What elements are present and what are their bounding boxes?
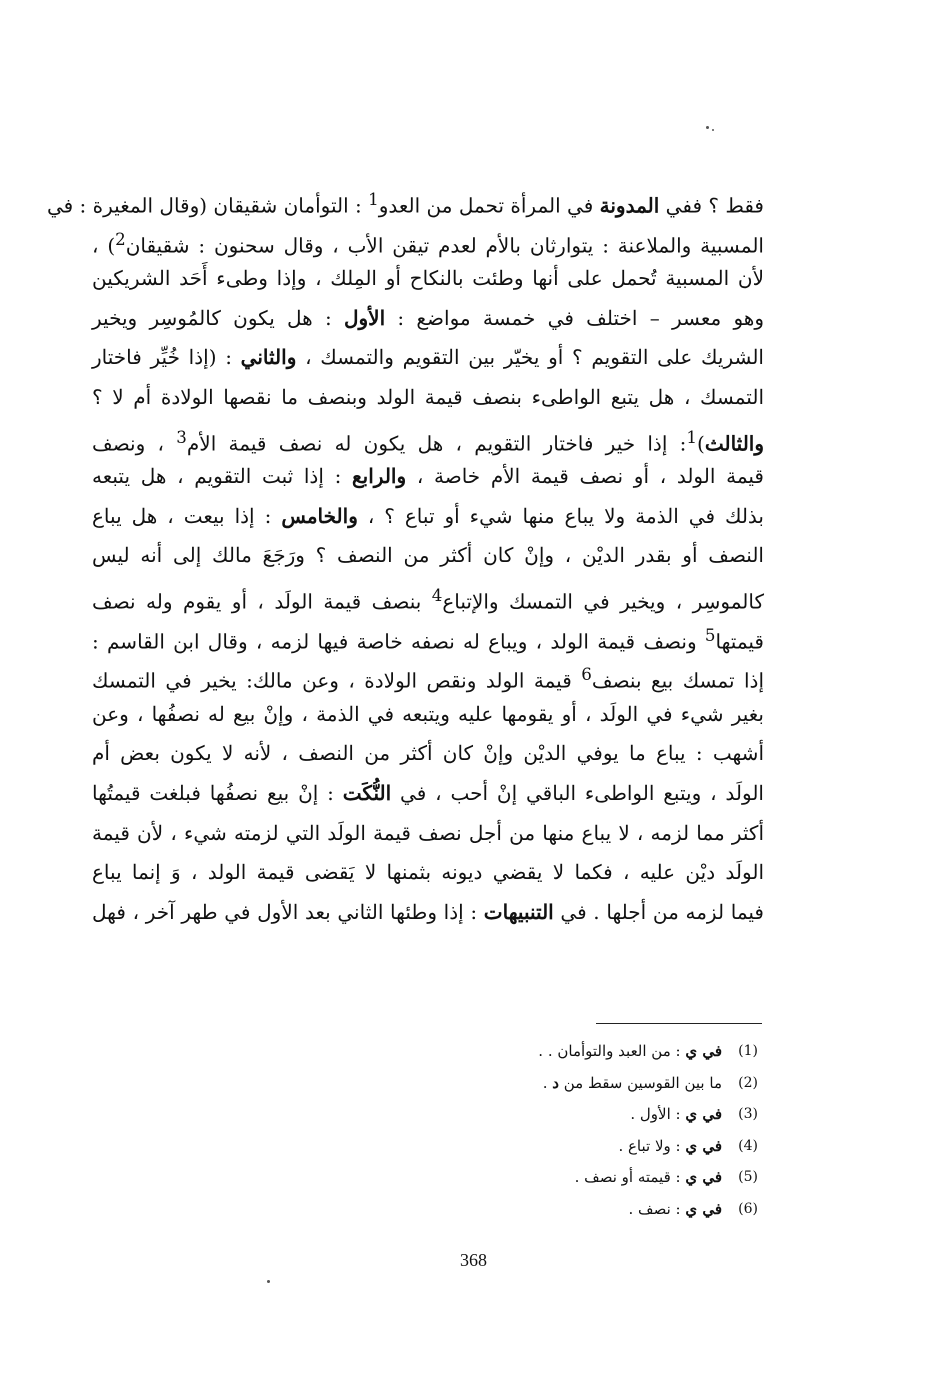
footnote-text: [360, 1194, 722, 1226]
text-line: [92, 695, 764, 735]
text-line: [92, 457, 764, 497]
text-run: ونصف قيمة الولد ، ويباع له نصفه خاصة فيها لزمه ، وقال ابن القاسم :: [92, 629, 705, 654]
text-run: فقط ؟ ففي: [659, 193, 764, 218]
main-text: [46, 180, 765, 932]
text-run: ، ونصف: [92, 431, 177, 456]
text-line: [92, 616, 764, 656]
text-run: الولَد ديْن عليه ، فكما لا يقضي ديونه بثمنها لا يَقضى قيمة الولد ، وَ إنما يباع: [92, 860, 764, 885]
footnotes: [360, 1036, 758, 1225]
footnote-number: (1): [738, 1043, 758, 1059]
bold-term: والثاني: [240, 345, 297, 370]
text-run: ما بين القوسين سقط من: [558, 1073, 722, 1092]
text-run: في المرأة تحمل من العدو: [378, 193, 600, 218]
text-run: كالموسِر ، ويخير في التمسك والإتباع: [442, 589, 764, 614]
text-run: : ولا تباع .: [618, 1136, 686, 1155]
footnote-ref: 4: [431, 585, 443, 605]
text-run: الشريك على التقويم ؟ أو يخيّر بين التقويم والتمسك ،: [296, 345, 764, 370]
footnote-text: [360, 1162, 722, 1194]
bold-term: د: [552, 1073, 559, 1092]
footnote: [360, 1131, 758, 1163]
text-run: وهو معسر – اختلف في خمسة مواضع :: [385, 305, 764, 330]
bold-term: المدونة: [599, 193, 660, 218]
bold-term: في ي: [685, 1168, 722, 1186]
text-run: لأن المسبية تُحمل على أنها وطئت بالنكاح أو المِلك ، وإذا وطىء أَحَد الشريكين: [92, 266, 764, 291]
bold-term: والثالث: [704, 431, 765, 456]
text-run: ) ،: [92, 233, 116, 258]
text-run: : نصف .: [628, 1199, 686, 1218]
scan-speck: [706, 126, 709, 129]
bold-term: والرابع: [352, 464, 407, 489]
footnote: [360, 1099, 758, 1131]
scan-speck: [267, 1280, 270, 1283]
footnote-ref: 1: [368, 190, 379, 209]
footnote-divider: [596, 1023, 762, 1024]
text-run: : إذا بيعت ، هل يباع: [92, 503, 282, 528]
text-run: أكثر مما لزمه ، لا يباع منها من أجل نصف قيمة الولَد التي لزمته شيء ، لأن قيمة: [92, 820, 764, 845]
bold-term: الأول: [343, 305, 386, 330]
footnote: [360, 1162, 758, 1194]
text-run: فيما لزمه من أجلها . في: [553, 899, 764, 924]
footnote-number: (3): [738, 1106, 758, 1122]
text-line: [92, 774, 764, 814]
text-run: : من العبد والتوأمان . .: [538, 1042, 686, 1060]
text-line: [92, 299, 764, 339]
text-run: ): [697, 431, 705, 456]
footnote-number: (6): [738, 1200, 758, 1217]
text-line: [92, 338, 764, 378]
text-run: بذلك في الذمة ولا يباع منها شيء أو تباع ؟ ،: [357, 503, 764, 528]
footnote-text: [360, 1068, 722, 1100]
footnote: [360, 1036, 758, 1068]
text-line: [92, 576, 764, 616]
text-run: قيمتها: [715, 629, 764, 654]
text-run: : الأول .: [630, 1105, 686, 1123]
page-number: 368: [460, 1250, 487, 1270]
text-line: [92, 378, 764, 418]
footnote: [360, 1068, 758, 1100]
footnote-number: (5): [738, 1169, 758, 1185]
text-run: بغير شيء في الولَد ، أو يقومها عليه ويتبعه في الذمة ، وإنْ بيع له نصفُها ، وعن: [92, 701, 764, 726]
text-run: النصف أو بقدر الديْن ، وإنْ كان أكثر من النصف ؟ ورَجَعَ مالك إلى أنه ليس: [92, 543, 764, 568]
footnote-ref: 3: [176, 427, 187, 447]
footnote-ref: 1: [686, 427, 698, 447]
text-line: [92, 853, 764, 893]
text-run: : إنْ بيع نصفُها فبلغت قيمتُها: [92, 780, 343, 805]
text-run: .: [542, 1073, 553, 1092]
text-run: : التوأمان شقيقان (وقال المغيرة : في: [46, 193, 369, 218]
text-line: [92, 893, 764, 933]
footnote: [360, 1194, 758, 1226]
text-run: أشهب : يباع ما يوفي الديْن وإنْ كان أكثر من النصف ، لأنه لا يكون بعض أم: [92, 741, 764, 766]
text-line: [92, 536, 764, 576]
text-run: : هل يكون كالمُوسِر ويخير: [92, 305, 344, 330]
text-run: : قيمته أو نصف .: [574, 1168, 686, 1186]
footnote-number: (2): [738, 1074, 758, 1091]
footnote-ref: 5: [704, 625, 716, 645]
bold-term: في ي: [685, 1105, 722, 1123]
footnote-text: [360, 1036, 722, 1068]
text-line: [92, 734, 764, 774]
text-line: [92, 814, 764, 854]
text-line: [92, 655, 764, 695]
text-run: التمسك ، هل يتبع الواطىء بنصف قيمة الولد وبنصف ما نقصها الولادة أم لا ؟: [92, 384, 764, 409]
text-run: إذا تمسك بيع بنصف: [591, 668, 765, 693]
text-line: [92, 418, 764, 458]
text-run: : إذا وطئها الثاني بعد الأول في طهر آخر ، فهل: [92, 899, 484, 924]
text-line: [92, 220, 764, 260]
text-line: [92, 259, 764, 299]
footnote-ref: 2: [115, 229, 126, 249]
text-line: [46, 180, 764, 220]
text-run: بنصف قيمة الولَد ، أو يقوم وله نصف: [92, 589, 432, 614]
text-run: الولَد ، ويتبع الواطىء الباقي إنْ أحب ، في: [391, 780, 764, 805]
text-run: المسبية والملاعنة : يتوارثان بالأم لعدم تيقن الأب ، وقال سحنون : شقيقان: [125, 233, 764, 258]
bold-term: النُّكَت: [342, 780, 392, 805]
bold-term: والخامس: [281, 503, 358, 528]
bold-term: في ي: [685, 1042, 722, 1060]
footnote-number: (4): [738, 1137, 758, 1154]
text-run: قيمة الولد ، أو نصف قيمة الأم خاصة ،: [406, 464, 764, 489]
text-run: : إذا خير فاختار التقويم ، هل يكون له نصف قيمة الأم: [186, 431, 687, 456]
bold-term: في ي: [685, 1136, 722, 1155]
footnote-ref: 6: [581, 665, 592, 685]
bold-term: التنبيهات: [483, 899, 554, 924]
text-run: قيمة الولد ونقص الولادة ، وعن مالك: يخير في التمسك: [92, 668, 582, 693]
footnote-text: [360, 1099, 722, 1131]
bold-term: في ي: [685, 1199, 722, 1218]
text-run: : (إذا خُيِّر فاختار: [92, 345, 241, 370]
footnote-text: [360, 1131, 722, 1163]
text-run: : إذا ثبت التقويم ، هل يتبعه: [92, 464, 353, 489]
scan-speck: [712, 129, 714, 131]
text-line: [92, 497, 764, 537]
